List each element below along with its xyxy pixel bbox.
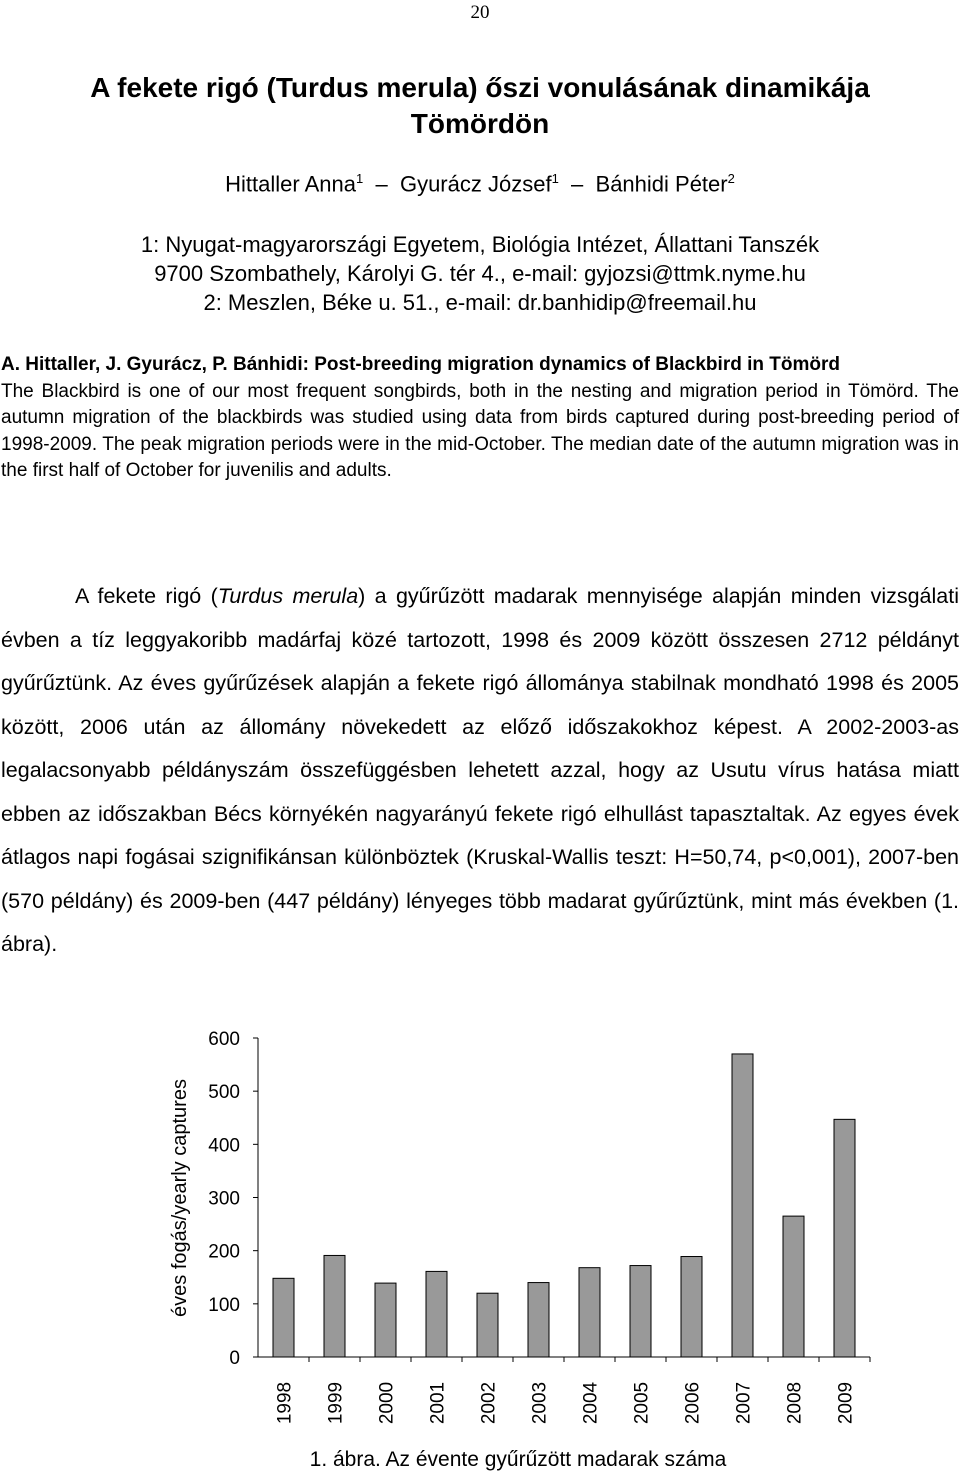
author-affiliation-mark: 1 <box>551 171 559 186</box>
bar-1999 <box>324 1255 345 1357</box>
species-name: Turdus merula <box>217 584 359 608</box>
bar-1998 <box>273 1278 294 1357</box>
abstract-heading: A. Hittaller, J. Gyurácz, P. Bánhidi: Post-breeding migration dynamics of Blackbird in Tömörd <box>1 354 840 375</box>
bar-2004 <box>579 1268 600 1357</box>
page-number: 20 <box>470 2 490 23</box>
affiliation-line: 1: Nyugat-magyarországi Egyetem, Biológia Intézet, Állattani Tanszék <box>140 232 820 257</box>
author-name: Bánhidi Péter <box>595 171 728 197</box>
bar-2005 <box>630 1266 651 1357</box>
paper-title: A fekete rigó (Turdus merula) őszi vonulásának dinamikája Tömördön <box>90 72 870 139</box>
x-tick-label: 2004 <box>580 1381 602 1425</box>
body-text-start: A fekete rigó ( <box>75 584 218 608</box>
y-tick-label: 0 <box>229 1348 240 1369</box>
bar-2007 <box>732 1054 753 1357</box>
affiliations <box>0 230 960 317</box>
bar-2003 <box>528 1283 549 1357</box>
x-tick-label: 2009 <box>835 1381 857 1425</box>
author-name: Hittaller Anna <box>225 171 356 197</box>
affiliation-line: 9700 Szombathely, Károlyi G. tér 4., e-mail: gyjozsi@ttmk.nyme.hu <box>154 261 806 286</box>
author-separator: – <box>375 171 388 197</box>
author-separator: – <box>571 171 584 197</box>
author-name: Gyurácz József <box>399 171 552 197</box>
x-tick-label: 2007 <box>733 1381 755 1425</box>
x-tick-label: 1998 <box>274 1381 296 1425</box>
bar-2006 <box>681 1257 702 1357</box>
english-abstract <box>1 352 959 485</box>
bar-2002 <box>477 1293 498 1357</box>
x-tick-label: 2006 <box>682 1381 704 1425</box>
bar-chart <box>0 1010 960 1474</box>
x-tick-label: 2005 <box>631 1381 653 1425</box>
y-tick-label: 400 <box>208 1135 240 1157</box>
figure-caption: 1. ábra. Az évente gyűrűzött madarak száma <box>309 1448 727 1471</box>
bar-2008 <box>783 1216 804 1357</box>
author-affiliation-mark: 2 <box>727 171 735 186</box>
bar-2009 <box>834 1119 855 1357</box>
x-tick-label: 2000 <box>376 1381 398 1425</box>
body-text-rest: ) a gyűrűzött madarak mennyisége alapján minden vizsgálati évben a tíz leggyakoribb madárfaj közé tartozott, 1998 és 2009 között összesen 2712 példányt gyűrűztünk. Az éves gyűrűzések alapján a fekete rigó állománya stabilnak mondható 1998 és 2005 között, 2006 után az állomány növekedett az előző időszakokhoz képest. A 2002-2003-as legalacsonyabb példányszám összefüggésben lehetett azzal, hogy az Usutu vírus hatása miatt ebben az időszakban Bécs környékén nagyarányú fekete rigó elhullást tapasztaltak. Az egyes évek átlagos napi fogásai szignifikánsan különböztek (Kruskal-Wallis teszt: H=50,74, p<0,001), 2007-ben (570 példány) és 2009-ben (447 példány) lényeges több madarat gyűrűztünk, mint más években (1. ábra). <box>1 584 960 956</box>
affiliation-line: 2: Meszlen, Béke u. 51., e-mail: dr.banhidip@freemail.hu <box>203 290 757 315</box>
bar-2001 <box>426 1271 447 1357</box>
author-affiliation-mark: 1 <box>356 171 364 186</box>
y-tick-label: 200 <box>208 1241 240 1263</box>
bar-2000 <box>375 1283 396 1357</box>
body-paragraph <box>1 575 959 967</box>
x-tick-label: 1999 <box>325 1381 347 1425</box>
x-tick-label: 2001 <box>427 1381 449 1425</box>
y-tick-label: 100 <box>208 1294 240 1316</box>
x-tick-label: 2008 <box>784 1381 806 1425</box>
y-tick-label: 300 <box>208 1188 240 1210</box>
y-axis-label: éves fogás/yearly captures <box>169 1079 191 1317</box>
y-tick-label: 600 <box>208 1029 240 1050</box>
x-tick-label: 2003 <box>529 1381 551 1425</box>
author-list <box>0 171 960 197</box>
x-tick-label: 2002 <box>478 1381 500 1425</box>
y-tick-label: 500 <box>208 1082 240 1104</box>
abstract-text: The Blackbird is one of our most frequent songbirds, both in the nesting and migration period in Tömörd. The autumn migration of the blackbirds was studied using data from birds captured during post-breeding period of 1998-2009. The peak migration periods were in the mid-October. The median date of the autumn migration was in the first half of October for juvenilis and adults. <box>1 380 959 481</box>
